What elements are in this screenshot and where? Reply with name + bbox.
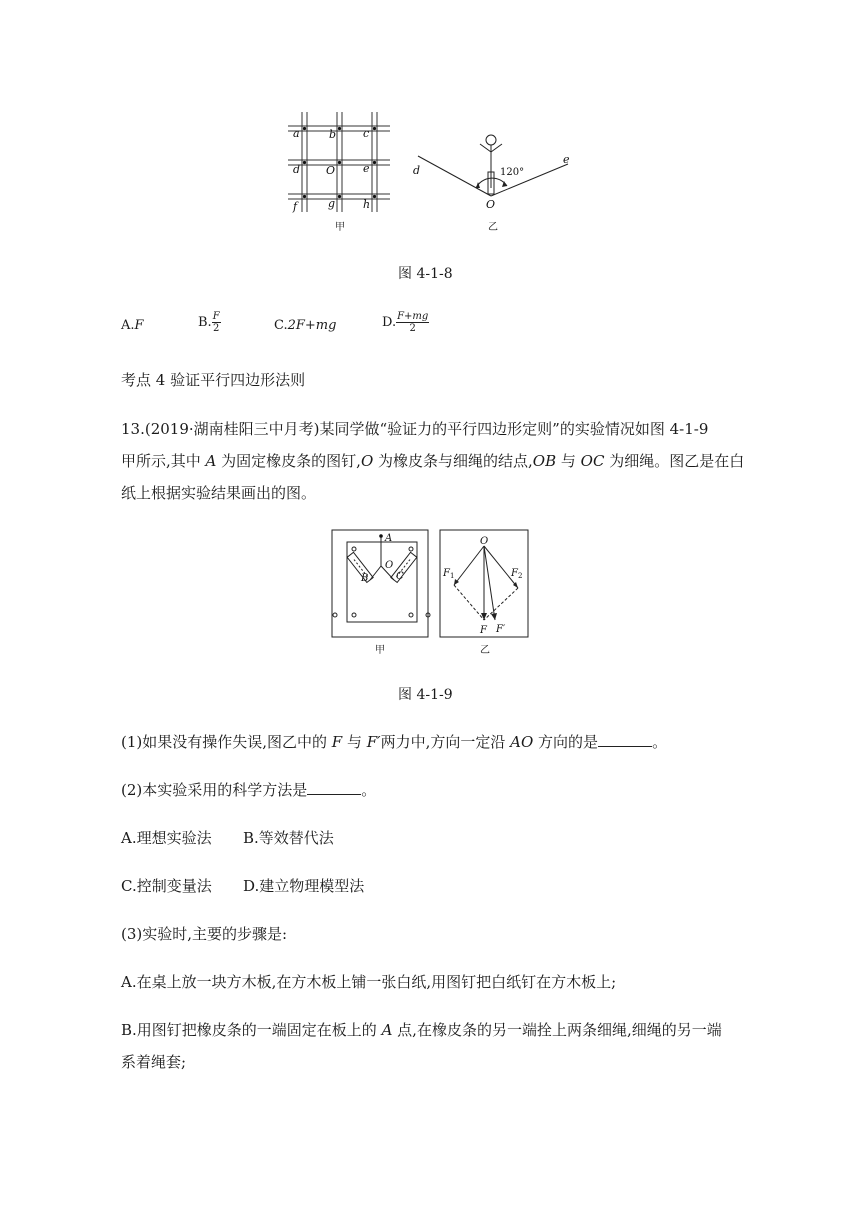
grid-label-b: b (329, 128, 337, 141)
sub3-title: (3)实验时,主要的步骤是: (121, 925, 288, 943)
hang-label-d: d (413, 164, 421, 177)
option-a-prefix: A. (121, 318, 135, 333)
sub2-option-d: D.建立物理模型法 (243, 877, 365, 895)
sub1-var-F: F (331, 733, 343, 751)
hang-label-e: e (563, 153, 570, 166)
panel-label-jia-2: 甲 (375, 645, 385, 656)
figure-4-1-9 (330, 528, 535, 658)
q13-line2 (121, 451, 744, 471)
sub3-step-a: A.在桌上放一块方木板,在方木板上铺一张白纸,用图钉把白纸钉在方木板上; (121, 973, 617, 991)
sub3-step-b-line2: 系着绳套; (121, 1053, 187, 1071)
angle-label: 120° (500, 167, 525, 178)
option-c (274, 316, 336, 336)
force-label-F1 (442, 568, 454, 580)
option-c-prefix: C. (274, 318, 288, 333)
option-d-den: 2 (409, 323, 416, 334)
sub3-step-b-text-b: 点,在橡皮条的另一端拴上两条细绳,细绳的另一端 (392, 1021, 722, 1039)
option-b (198, 311, 221, 334)
q13-var-O: O (360, 452, 374, 470)
grid-label-d: d (293, 163, 301, 176)
sub2-option-a: A.理想实验法 (121, 829, 212, 847)
force-label-F: F (480, 625, 487, 636)
figure-4-1-8 (280, 100, 590, 240)
panel-label-yi-2: 乙 (480, 645, 490, 656)
force-label-O: O (480, 536, 489, 547)
board-panel-jia (332, 530, 430, 637)
grid-label-a: a (293, 127, 300, 140)
force-label-F2-sub: 2 (517, 572, 523, 580)
q13-text-d: 与 (556, 452, 581, 470)
board-label-C: C (396, 571, 404, 582)
figure-caption-4-1-9: 图 4-1-9 (398, 687, 453, 703)
sub2-option-c: C.控制变量法 (121, 877, 212, 895)
sub3-step-b-text-a: B.用图钉把橡皮条的一端固定在板上的 (121, 1021, 382, 1039)
force-label-F2 (510, 568, 522, 580)
board-label-B: B (361, 573, 369, 584)
force-label-F2-main: F (511, 568, 518, 579)
sub2-options-row1 (121, 828, 334, 848)
sub2-text: (2)本实验采用的科学方法是 (121, 781, 308, 799)
sub1-text-c: 两力中,方向一定沿 (380, 733, 511, 751)
q13-text-b: 为固定橡皮条的图钉, (216, 452, 361, 470)
figure-caption-4-1-8: 图 4-1-8 (398, 266, 453, 282)
sub1-var-Fprime: F′ (366, 733, 381, 751)
force-label-Fprime: F′ (496, 624, 506, 635)
grid-label-f: f (293, 200, 298, 213)
panel-label-yi-1: 乙 (488, 222, 498, 233)
option-d-prefix: D. (382, 315, 397, 330)
sub2-options-row2 (121, 876, 365, 896)
grid-label-c: c (363, 127, 370, 140)
hanging-panel-yi (418, 135, 568, 196)
option-d (382, 311, 429, 334)
option-d-fraction (396, 311, 429, 334)
grid-label-g: g (328, 197, 336, 210)
option-b-num: F (212, 311, 220, 322)
q13-text-e: 为细绳。图乙是在白 (604, 452, 745, 470)
sub1-answer-blank[interactable] (598, 732, 652, 747)
sub2-line (121, 780, 376, 800)
sub1-text-b: 与 (342, 733, 367, 751)
grid-label-O: O (326, 164, 336, 177)
sub2-option-b: B.等效替代法 (243, 829, 334, 847)
force-label-F1-sub: 1 (449, 572, 455, 580)
q13-text-c: 为橡皮条与细绳的结点, (373, 452, 533, 470)
hang-label-O: O (486, 198, 496, 211)
option-c-expr: 2F+mg (287, 318, 337, 333)
option-a (121, 316, 144, 336)
grid-label-e: e (363, 162, 370, 175)
q13-text-a: 甲所示,其中 (121, 452, 206, 470)
panel-label-jia-1: 甲 (335, 222, 345, 233)
option-d-num: F+mg (397, 311, 429, 322)
option-b-prefix: B. (198, 315, 212, 330)
board-label-O: O (385, 560, 394, 571)
option-b-fraction (212, 311, 221, 334)
sub1-text-a: (1)如果没有操作失误,图乙中的 (121, 733, 332, 751)
force-label-F1-main: F (443, 568, 450, 579)
sub1-line (121, 732, 667, 752)
q13-var-OB: OB (532, 452, 557, 470)
sub2-answer-blank[interactable] (307, 780, 361, 795)
sub2-end: 。 (361, 781, 377, 799)
q13-var-OC: OC (580, 452, 605, 470)
sub1-end: 。 (652, 733, 668, 751)
q13-line1: 13.(2019·湖南桂阳三中月考)某同学做“验证力的平行四边形定则”的实验情况如图 4-1-9 (121, 420, 709, 438)
sub1-text-d: 方向的是 (533, 733, 599, 751)
section-title: 考点 4 验证平行四边形法则 (121, 371, 306, 389)
q13-line3: 纸上根据实验结果画出的图。 (121, 484, 317, 502)
option-a-expr: F (134, 318, 144, 333)
board-label-A: A (385, 533, 393, 544)
q13-var-A: A (205, 452, 217, 470)
grid-label-h: h (363, 198, 371, 211)
sub3-step-b-var-A: A (381, 1021, 393, 1039)
sub1-var-AO: AO (510, 733, 534, 751)
sub3-step-b (121, 1020, 722, 1040)
option-b-den: 2 (212, 323, 220, 334)
